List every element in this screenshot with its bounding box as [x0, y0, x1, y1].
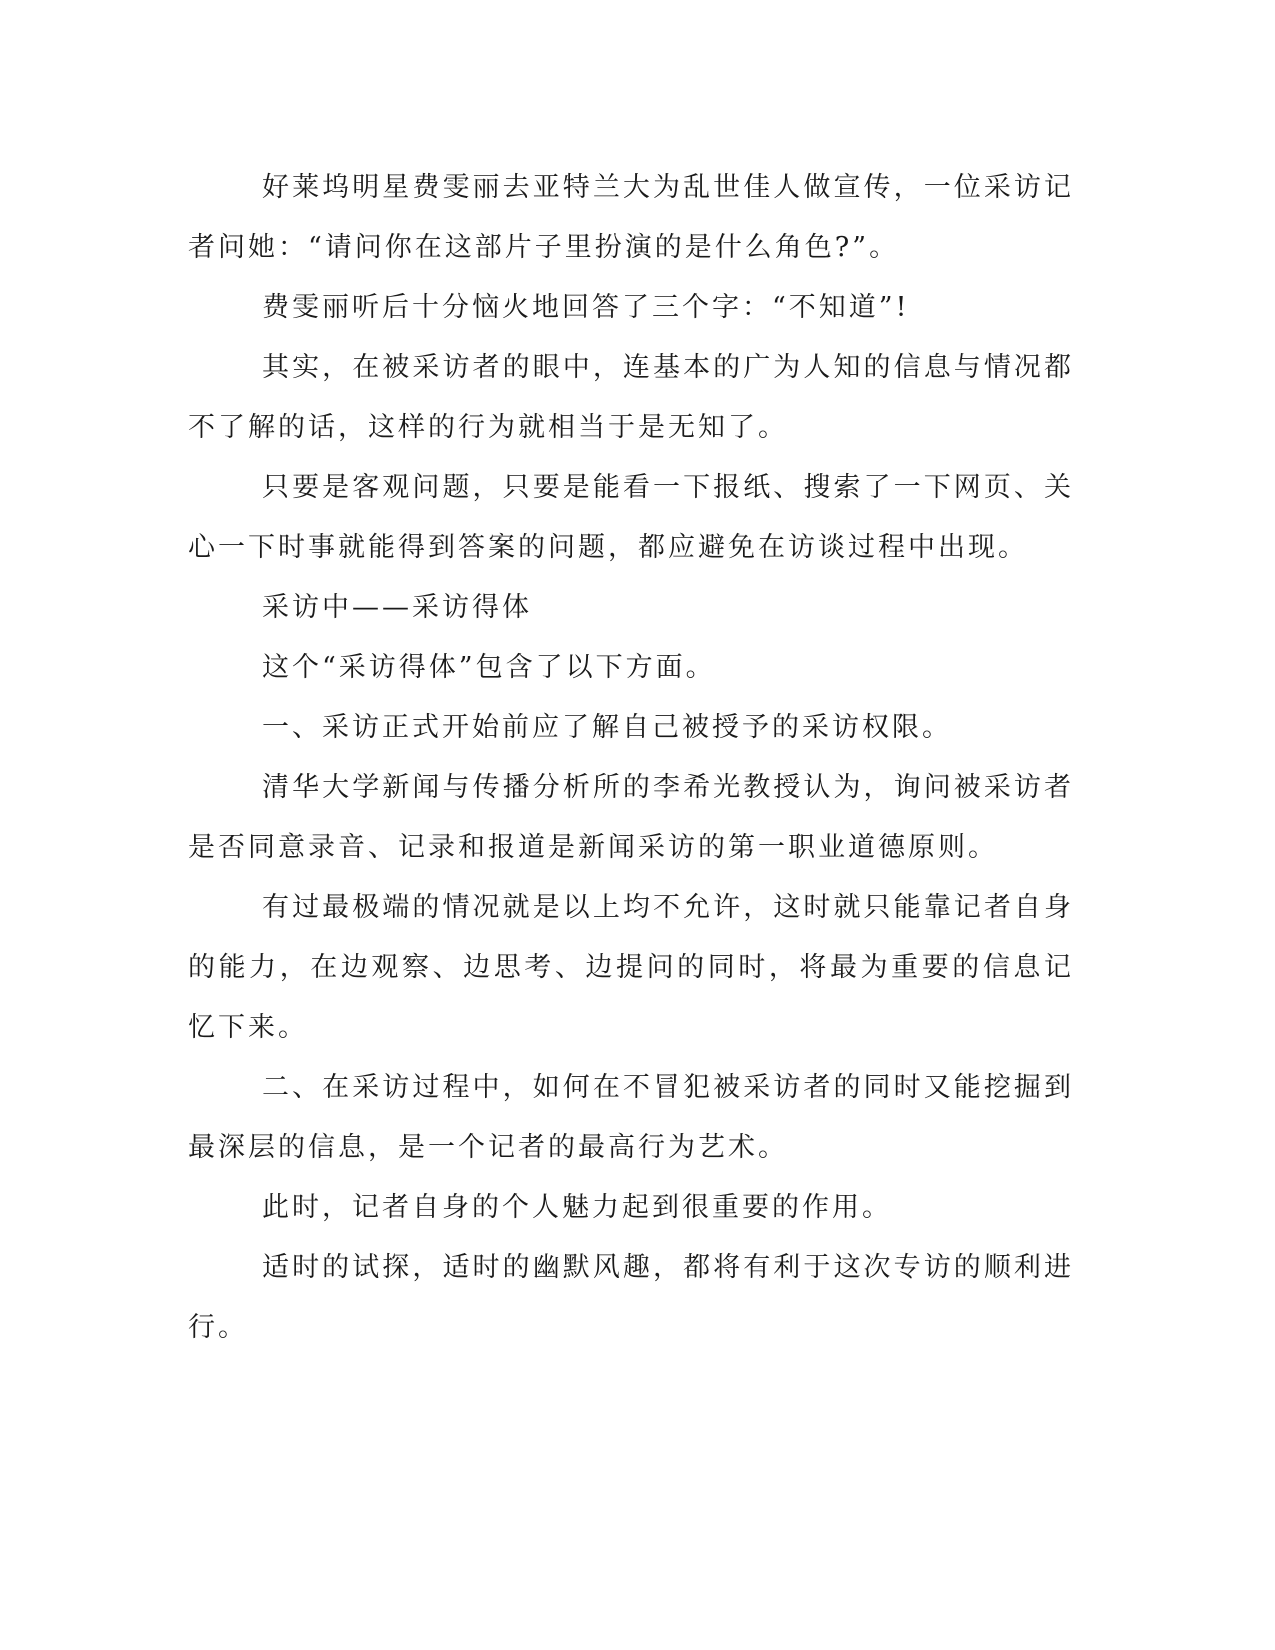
paragraph: 二、在采访过程中，如何在不冒犯被采访者的同时又能挖掘到最深层的信息，是一个记者的最高行为艺术。: [188, 1072, 1074, 1163]
paragraph: 适时的试探，适时的幽默风趣，都将有利于这次专访的顺利进行。: [188, 1252, 1074, 1343]
paragraph: 费雯丽听后十分恼火地回答了三个字：“不知道”!: [262, 292, 910, 323]
paragraph: 有过最极端的情况就是以上均不允许，这时就只能靠记者自身的能力，在边观察、边思考、边提问的同时，将最为重要的信息记忆下来。: [188, 892, 1074, 1043]
paragraph: 这个“采访得体”包含了以下方面。: [262, 652, 716, 683]
paragraph: 一、采访正式开始前应了解自己被授予的采访权限。: [262, 712, 952, 743]
paragraph: 此时，记者自身的个人魅力起到很重要的作用。: [262, 1192, 892, 1223]
document-body: [188, 158, 1074, 1358]
paragraph: 好莱坞明星费雯丽去亚特兰大为乱世佳人做宣传，一位采访记者问她：“请问你在这部片子里扮演的是什么角色?”。: [188, 172, 1074, 263]
paragraph: 清华大学新闻与传播分析所的李希光教授认为，询问被采访者是否同意录音、记录和报道是新闻采访的第一职业道德原则。: [188, 772, 1074, 863]
section-heading: 采访中——采访得体: [262, 592, 532, 623]
paragraph: 其实，在被采访者的眼中，连基本的广为人知的信息与情况都不了解的话，这样的行为就相当于是无知了。: [188, 352, 1074, 443]
paragraph: 只要是客观问题，只要是能看一下报纸、搜索了一下网页、关心一下时事就能得到答案的问题，都应避免在访谈过程中出现。: [188, 472, 1074, 563]
